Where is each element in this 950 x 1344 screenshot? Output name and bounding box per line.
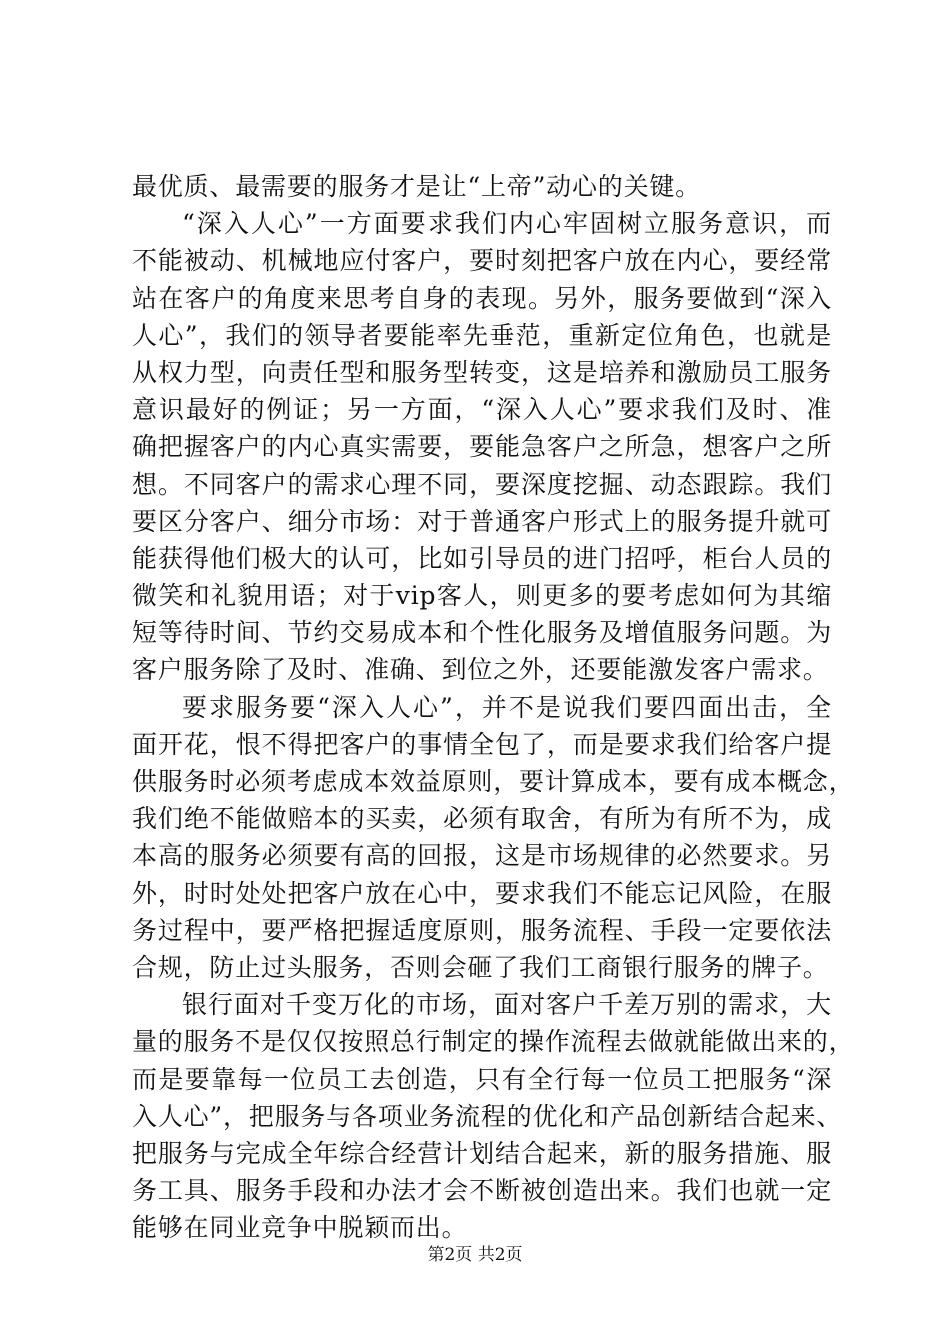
text-line: 入人心”，把服务与各项业务流程的优化和产品创新结合起来、 xyxy=(132,1101,843,1131)
text-line: 务过程中，要严格把握适度原则，服务流程、手段一定要依法 xyxy=(132,915,832,945)
text-line: 要求服务要“深入人心”，并不是说我们要四面出击，全 xyxy=(182,692,832,722)
text-line: 要区分客户、细分市场：对于普通客户形式上的服务提升就可 xyxy=(132,506,832,536)
text-line: 短等待时间、节约交易成本和个性化服务及增值服务问题。为 xyxy=(132,618,832,648)
text-line: 面开花，恨不得把客户的事情全包了，而是要求我们给客户提 xyxy=(132,729,832,759)
text-line: 而是要靠每一位员工去创造，只有全行每一位员工把服务“深 xyxy=(132,1064,832,1094)
text-line: 从权力型，向责任型和服务型转变，这是培养和激励员工服务 xyxy=(132,357,832,387)
body-text xyxy=(132,168,855,1246)
text-line: 人心”，我们的领导者要能率先垂范，重新定位角色，也就是 xyxy=(132,320,832,350)
text-line: 本高的服务必须要有高的回报，这是市场规律的必然要求。另 xyxy=(132,841,832,871)
text-line: 量的服务不是仅仅按照总行制定的操作流程去做就能做出来的， xyxy=(132,1027,855,1057)
text-line: 微笑和礼貌用语；对于vip客人，则更多的要考虑如何为其缩 xyxy=(132,581,832,611)
text-line: 确把握客户的内心真实需要，要能急客户之所急，想客户之所 xyxy=(132,432,832,462)
page-number-footer: 第2页 共2页 xyxy=(427,1245,523,1265)
text-line: 我们绝不能做赔本的买卖，必须有取舍，有所为有所不为，成 xyxy=(132,804,832,834)
text-line: 不能被动、机械地应付客户，要时刻把客户放在内心，要经常 xyxy=(132,246,832,276)
text-line: 能获得他们极大的认可，比如引导员的进门招呼，柜台人员的 xyxy=(132,543,832,573)
text-line: 把服务与完成全年综合经营计划结合起来，新的服务措施、服 xyxy=(132,1138,832,1168)
text-line: 客户服务除了及时、准确、到位之外，还要能激发客户需求。 xyxy=(132,655,829,685)
text-line: 站在客户的角度来思考自身的表现。另外，服务要做到“深入 xyxy=(132,283,832,313)
text-line: 想。不同客户的需求心理不同，要深度挖掘、动态跟踪。我们 xyxy=(132,469,832,499)
text-line: 供服务时必须考虑成本效益原则，要计算成本，要有成本概念， xyxy=(132,767,855,796)
text-line: 能够在同业竞争中脱颖而出。 xyxy=(132,1213,468,1243)
text-line: 合规，防止过头服务，否则会砸了我们工商银行服务的牌子。 xyxy=(132,952,829,982)
text-line: 最优质、最需要的服务才是让“上帝”动心的关键。 xyxy=(132,172,701,201)
text-line: 外，时时处处把客户放在心中，要求我们不能忘记风险，在服 xyxy=(132,878,832,908)
text-line: 务工具、服务手段和办法才会不断被创造出来。我们也就一定 xyxy=(132,1176,832,1206)
text-line: 银行面对千变万化的市场，面对客户千差万别的需求，大 xyxy=(182,990,832,1020)
text-line: “深入人心”一方面要求我们内心牢固树立服务意识，而 xyxy=(182,209,832,239)
text-line: 意识最好的例证；另一方面，“深入人心”要求我们及时、准 xyxy=(132,395,832,425)
